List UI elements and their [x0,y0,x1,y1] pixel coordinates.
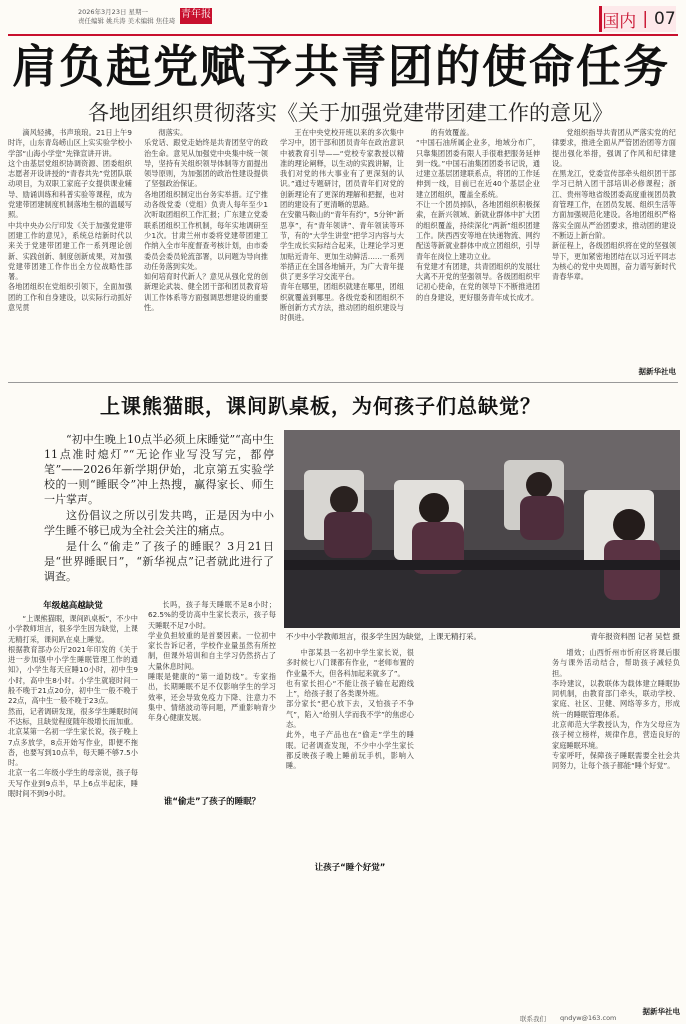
column-text: 滴风轻拂，书声琅琅。21日上午9时许，山东青岛崂山区上实实验学校小学部“山海小学堂”先锋宣讲开讲。 这个由基层党组织协调资源、团委组织志愿者开设讲授的“青春共先”党团队联动项目，为双职工家庭子女提供课业辅导、励诵训练和科普实验等课程，成为党建带团建制度机制落地生根的温暖写照。 中共中央办公厅印发《关于加强党建带团建工作的意见》，系统总结新时代以来关于党建带团建工作一系列理论创新、实践创新、制度创新成果，对加强党建带团建工作作出全方位战略性部署。 各地团组织在党组织引领下，全面加强团的工作和自身建设，以实际行动抓好意见贯 [8,128,132,313]
article2-column-2 [148,600,276,790]
intro-paragraph: 是什么“偷走”了孩子的睡眠？3月21日是“世界睡眠日”，“新华视点”记者就此进行了调查。 [44,540,274,583]
intro-paragraph: “初中生晚上10点半必须上床睡觉”“高中生11点准时熄灯”“无论作业写没写完，都停笔”——2026年新学期伊始，北京第五实验学校的一则“睡眠令”冲上热搜，赢得家长、师生一片掌声。 [44,433,274,506]
article2-intro [44,432,274,582]
article1-column-5 [552,128,676,364]
column-text: 长吗，孩子每天睡眠不足8小时；62.5%的受访高中生家长表示，孩子每天睡眠不足7小时。 学业负担较重的是首要因素。一位初中家长告诉记者，学校作业量虽然有所控制，但课外培训和自主学习仍然挤占了大量休息时间。 睡眠是健康的“第一道防线”。专家指出，长期睡眠不足不仅影响学生的学习效率，还会导致免疫力下降、注意力不集中、情绪波动等问题，严重影响青少年身心健康发展。 [148,600,276,723]
column-text: 的有效覆盖。 “中国石油所属企业多，地域分布广，只靠集团团委有限人手很难把服务延伸到一线。”中国石油集团团委书记说，通过建立基层团建联系点，将团的工作延伸到一线，目前已在近40个基层企业建立团组织，覆盖全系统。 不让一个团员掉队，各地团组织积极探索，在新兴领域、新就业群体中扩大团的组织覆盖，持续深化“两新”组织团建工作。陕西西安等地在快递物流、网约配送等新就业群体中成立团组织，引导青年在岗位上建功立业。 有党建才有团建，共青团组织的发展壮大离不开党的坚强领导。各级团组织牢记初心使命，在党的领导下不断推进团的自身建设，更好服务青年成长成才。 [416,128,540,302]
photo-credit: 青年报资料图 记者 吴恺 摄 [590,632,680,641]
article2-byline: 据新华社电 [642,1007,680,1016]
footer-contact-label: 联系我们 [520,1015,546,1023]
article2-column-1 [8,614,138,1014]
article2-subheading-2: 谁“偷走”了孩子的睡眠？ [163,797,261,807]
article1-headline: 肩负起党赋予共青团的使命任务 [12,40,671,93]
intro-paragraph: 这份倡议之所以引发共鸣，正是因为中小学生睡不够已成为全社会关注的痛点。 [44,509,274,537]
column-text: 党组织指导共青团从严落实党的纪律要求，推进全面从严管团治团等方面提出强化举措，强调了作风和纪律建设。 在黑龙江，党委宣传部牵头组织团干部学习已纳入团干部培训必修课程；浙江、贵州等地省级团委高度重视团员教育管理工作，在团员发展、组织生活等方面加强规范化建设。各地团组织严格落实全面从严治团要求，推动团的建设不断迈上新台阶。 新征程上，各级团组织将在党的坚强领导下，更加紧密地团结在以习近平同志为核心的党中央周围，奋力谱写新时代青春华章。 [552,128,676,282]
article2-subheading-3: 让孩子“睡个好觉” [314,863,386,873]
section-name: 国内 [602,11,637,32]
article1-column-2 [144,128,268,378]
masthead-rule [8,34,678,36]
classroom-photo-illustration [284,430,680,628]
photo-caption: 不少中小学教师坦言，很多学生因为缺觉，上课无精打采。 [286,632,481,641]
footer-email: qndyw@163.com [560,1014,617,1022]
column-text: 增效；山西忻州市忻府区将课后服务与课外活动结合，帮助孩子减轻负担。 李玲建议，以教联体为载体建立睡眠协同机制，由教育部门牵头，联动学校、家庭、社区、卫健、网络等多方，形成统一的睡眠管理体系。 北京师范大学教授认为，作为父母应为孩子树立榜样，规律作息，营造良好的家庭睡眠环境。 专家呼吁，保障孩子睡眠需要全社会共同努力，让每个孩子都能“睡个好觉”。 [552,648,680,771]
article2-subheading-1: 年级越高越缺觉 [43,601,103,611]
masthead-date: 2026年3月23日 星期一 [78,8,149,16]
article1-subhead: 各地团组织贯彻落实《关于加强党建带团建工作的意见》 [88,101,613,125]
column-text: 中部某县一名初中学生家长说，很多时候七八门课都有作业，“老师布置的作业量不大，但各科加起来就多了”。 也有家长担心“不能让孩子输在起跑线上”，给孩子报了各类课外班。 部分家长“把心放下去，又怕孩子不争气”，陷入“给别人学而我不学”的焦虑心态。 此外，电子产品也在“偷走”学生的睡眠。记者调查发现，不少中小学生家长都反映孩子晚上睡前玩手机，影响入睡。 [286,648,414,771]
column-text: 彻落实。 乐党话、跟党走始终是共青团坚守的政治生命。意见从加强党中央集中统一领导，坚持有关组织领导体制等方面提出领导原则，为加强团的政治性建设提供了坚强政治保证。 各地团组织制定出台务实举措。辽宁推动各级党委（党组）负责人每年至少1次听取团组织工作汇报；广东建立党委联系团组织工作机制，每年实地调研至少1次。甘肃兰州市委将党建带团建工作纳入全市年度督查考核计划，由市委委员会委员轮流部署，以问题为导向推动任务落到实处。 如何培育时代新人？意见从强化党的创新理论武装、健全团干部和团员教育培训工作体系等方面强调思想建设的重要性。 [144,128,268,313]
page-number: 07 [654,9,676,29]
column-text: “上课熊猫眼，课间趴桌板”，不少中小学教师坦言，很多学生因为缺觉，上课无精打采，课间趴在桌上睡觉。 根据教育部办公厅2021年印发的《关于进一步加强中小学生睡眠管理工作的通知》，小学生每天应睡10小时，初中生9小时，高中生8小时。小学生就寝时间一般不晚于21点20分，初中生一般不晚于22点，高中生一般不晚于23点。 然而，记者调研发现，很多学生睡眠时间不达标，且缺觉程度随年级增长而加重。 北京某第一名初一学生家长说，孩子晚上7点多放学，8点开始写作业，即便不拖沓，也要写到10点半，每天睡不够7.5小时。 北京一名二年级小学生的母亲说，孩子每天写作业到9点半，早上6点半起床，睡眠时间不到9小时。 [8,614,138,799]
article1-byline: 据新华社电 [638,367,676,376]
section-tab [599,6,676,32]
column-text: 王在中央党校开班以来的多次集中学习中，团干部和团员青年在政治意识中被教育引导——“党校专家教授以精准的理论阐释，以生动的实践讲解，让我们对党的伟大事业有了更深刻的认识。”通过专题研讨，团员青年们对党的创新理论有了更深的理解和把握，也对团的建设有了更清晰的思路。 在安徽马鞍山的“青年有约”，5分钟“新思享”，有“青年领讲”、青年领读等环节，有的“大学生讲堂”把学习内容与大学生成长实际结合起来，让理论学习更加贴近青年、更加生动鲜活……一系列举措正在全国各地铺开，为广大青年提供了更多学习交流平台。 青年在哪里，团组织就建在哪里，团组织就覆盖到哪里。各级党委和团组织不断创新方式方法，推动团的组织建设与时俱进。 [280,128,404,323]
article1-column-4 [416,128,540,378]
article2-headline: 上课熊猫眼，课间趴桌板，为何孩子们总缺觉？ [100,394,541,418]
newspaper-logo: 青年报 [180,8,212,24]
article1-column-3 [280,128,404,378]
masthead-editor: 责任编辑 姚兵涛 美术编辑 焦佳琦 [78,17,176,25]
article1-column-1 [8,128,132,378]
classroom-photo [284,430,680,628]
section-divider-line [8,382,678,383]
article2-column-3 [286,648,414,860]
article2-column-4 [552,648,680,1004]
section-divider: | [642,9,649,29]
